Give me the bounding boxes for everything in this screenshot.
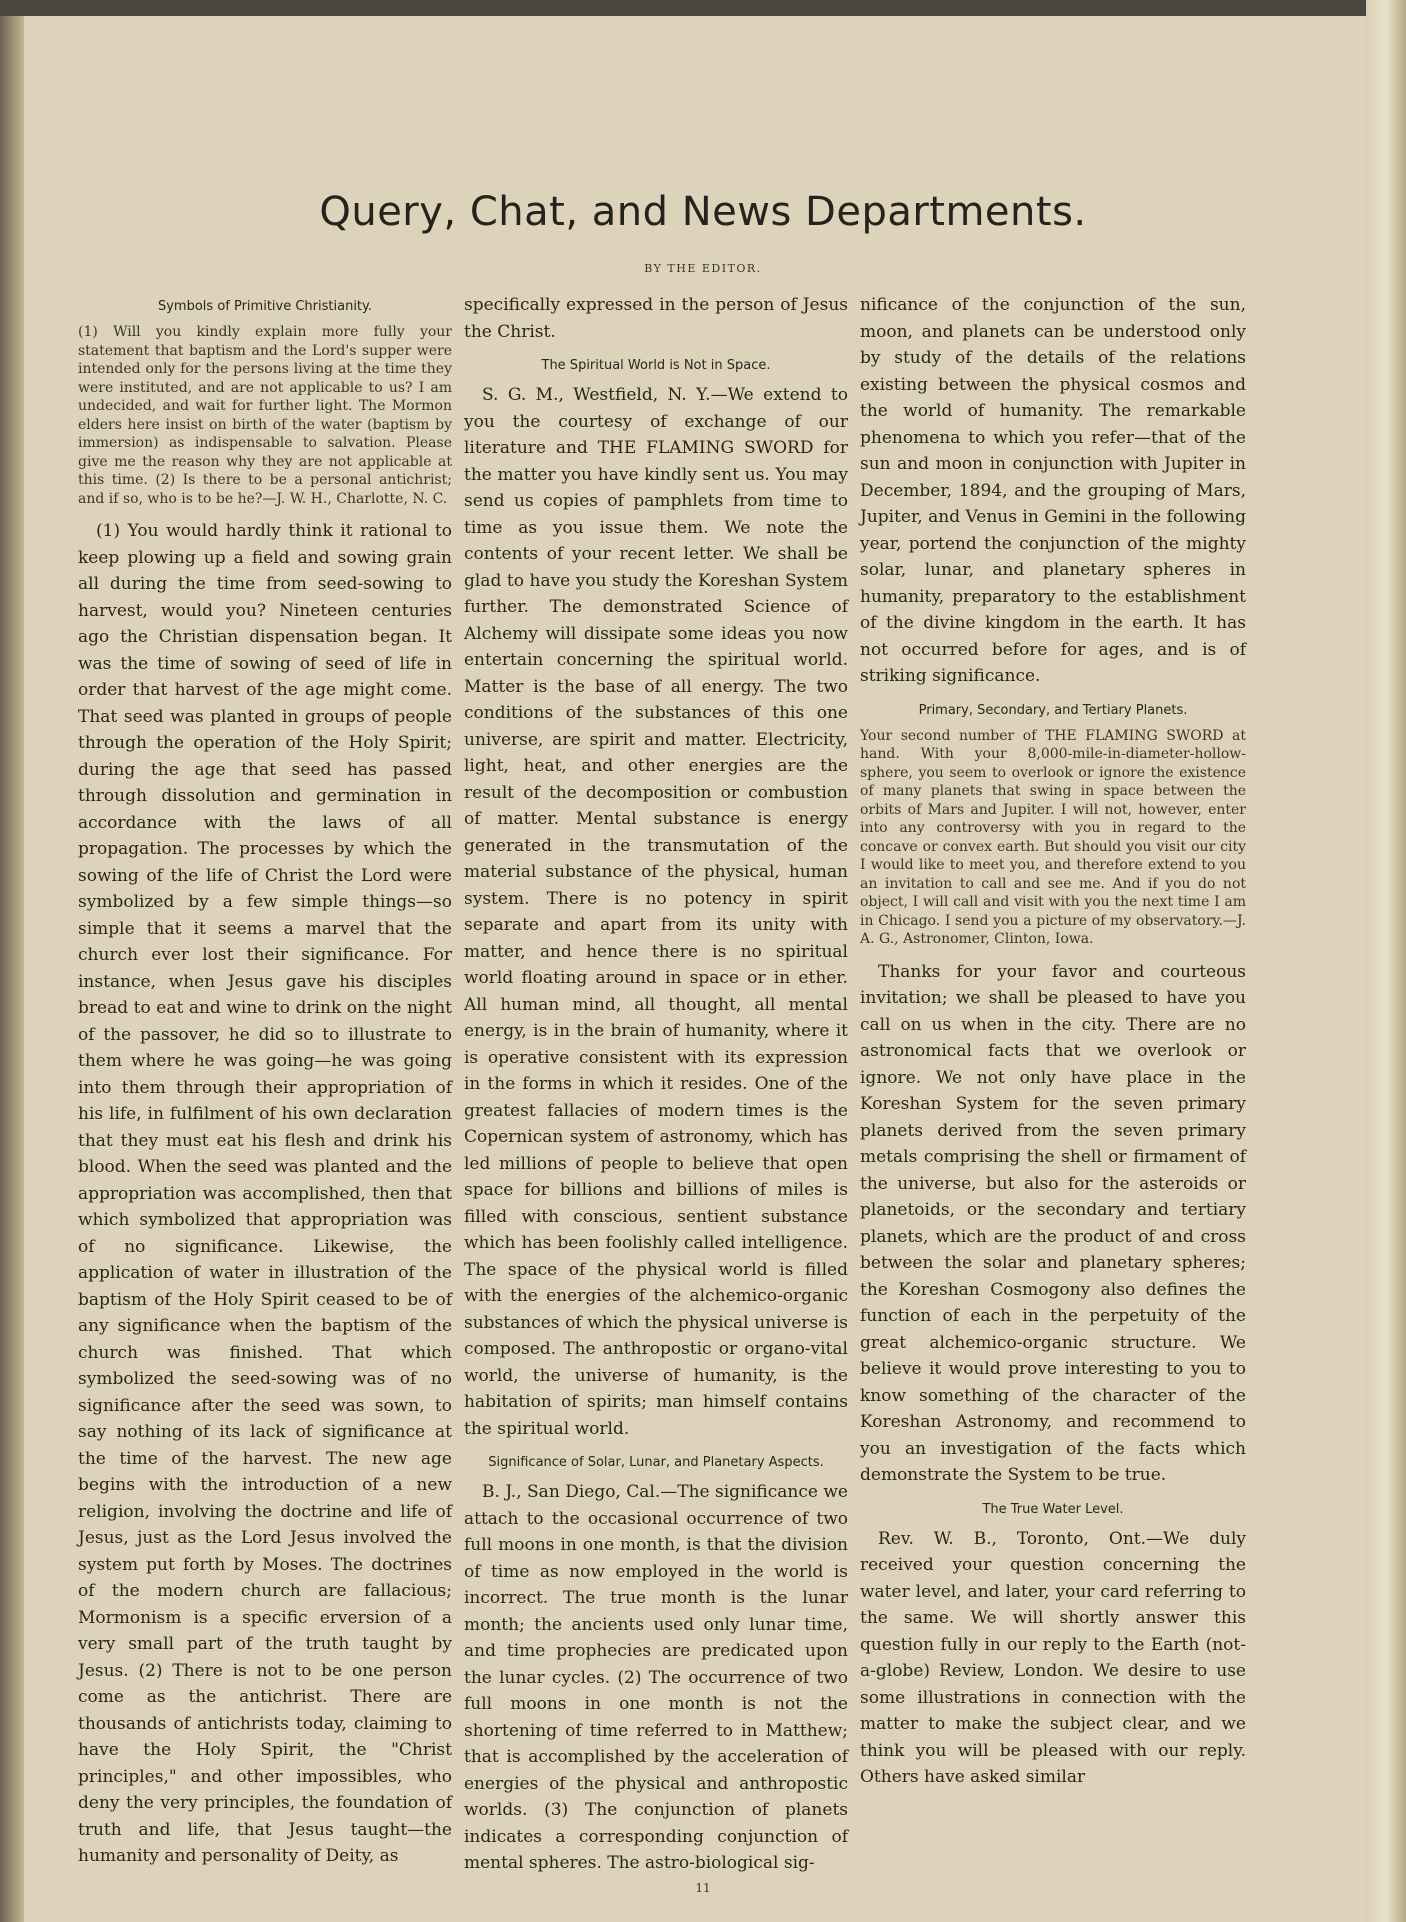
column-1 <box>78 292 452 1870</box>
binding-shadow <box>0 0 24 1922</box>
answer-water: Rev. W. B., Toronto, Ont.—We duly received your question concerning the water level, and later, your card referring to the same. We will shortly answer this question fully in our reply to the Earth (not-a-globe) Review, London. We desire to use some illustrations in connection with the matter to make the subject clear, and we think you will be pleased with our reply. Others have asked similar <box>860 1528 1246 1787</box>
answer-aspects: B. J., San Diego, Cal.—The significance we attach to the occasional occurrence of two full moons in one month, is that the division of time as now employed in the world is incorrect. The true month is the lunar month; the ancients used only lunar time, and time prophecies are predicated upon the lunar cycles. (2) The occurrence of two full moons in one month is not the shortening of time referred to in Matthew; that is accomplished by the acceleration of energies of the physical and anthropostic worlds. (3) The conjunction of planets indicates a corresponding conjunction of mental spheres. The astro-biological sig- <box>464 1482 848 1873</box>
section-heading-symbols: Symbols of Primitive Christianity. <box>157 299 372 314</box>
page-title: Query, Chat, and News Departments. <box>319 189 1087 235</box>
answer-planets: Thanks for your favor and courteous invitation; we shall be pleased to have you call on us when in the city. There are no astronomical facts that we overlook or ignore. We not only have place in the Koreshan System for the seven primary planets derived from the seven primary metals comprising the shell or firmament of the universe, but also for the asteroids or planetoids, or the secondary and tertiary planets, which are the product of and cross between the solar and planetary spheres; the Koreshan Cosmogony also defines the function of each in the perpetuity of the great alchemico-organic structure. We believe it would prove interesting to you to know something of the character of the Koreshan Astronomy, and recommend to you an investigation of the facts which demonstrate the System to be true. <box>860 961 1246 1485</box>
column-2 <box>464 292 848 1877</box>
query-planets: Your second number of THE FLAMING SWORD at hand. With your 8,000-mile-in-diameter-hollow-sphere, you seem to overlook or ignore the existence of many planets that swing in space between the orbits of Mars and Jupiter. I will not, however, enter into any controversy with you in regard to the concave or convex earth. But should you visit our city I would like to meet you, and therefore extend to you an invitation to call and see me. And if you do not object, I will call and visit with you the next time I am in Chicago. I send you a picture of my observatory.—J. A. G., Astronomer, Clinton, Iowa. <box>860 727 1246 947</box>
column-3 <box>860 292 1246 1791</box>
section-heading-spiritual: The Spiritual World is Not in Space. <box>541 358 771 373</box>
answer-symbols-continued: specifically expressed in the person of Jesus the Christ. <box>464 295 848 342</box>
byline: BY THE EDITOR. <box>644 262 762 275</box>
page-number: 11 <box>695 1881 711 1895</box>
page-edge <box>1366 0 1406 1922</box>
answer-spiritual: S. G. M., Westfield, N. Y.—We extend to you the courtesy of exchange of our literature and THE FLAMING SWORD for the matter you have kindly sent us. You may send us copies of pamphlets from time to time as you issue them. We note the contents of your recent letter. We shall be glad to have you study the Koreshan System further. The demonstrated Science of Alchemy will dissipate some ideas you now entertain concerning the spiritual world. Matter is the base of all energy. The two conditions of the substances of this one universe, are spirit and matter. Electricity, light, heat, and other energies are the result of the decomposition or combustion of matter. Mental substance is energy generated in the transmutation of the material substance of the physical, human system. There is no potency in spirit separate and apart from its unity with matter, and hence there is no spiritual world floating around in space or in ether. All human mind, all thought, all mental energy, is in the brain of humanity, where it is operative consistent with its expression in the forms in which it resides. One of the greatest fallacies of modern times is the Copernican system of astronomy, which has led millions of people to believe that open space for billions and billions of miles is filled with conscious, sentient substance which has been foolishly called intelligence. The space of the physical world is filled with the energies of the alchemico-organic substances of which the physical universe is composed. The anthropostic or organo-vital world, the universe of humanity, is the habitation of spirits; man himself contains the spiritual world. <box>464 385 848 1439</box>
query-symbols: (1) Will you kindly explain more fully your statement that baptism and the Lord's supper were intended only for the persons living at the time they were instituted, and are not applicable to us? I am undecided, and wait for further light. The Mormon elders here insist on birth of the water (baptism by immersion) as indispensable to salvation. Please give me the reason why they are not applicable at this time. (2) Is there to be a personal antichrist; and if so, who is to be he?—J. W. H., Charlotte, N. C. <box>78 324 452 507</box>
section-heading-aspects: Significance of Solar, Lunar, and Planetary Aspects. <box>488 1455 824 1470</box>
section-heading-planets: Primary, Secondary, and Tertiary Planets. <box>918 702 1188 718</box>
answer-aspects-continued: nificance of the conjunction of the sun, moon, and planets can be understood only by study of the details of the relations existing between the physical cosmos and the world of humanity. The remarkable phenomena to which you refer—that of the sun and moon in conjunction with Jupiter in December, 1894, and the grouping of Mars, Jupiter, and Venus in Gemini in the following year, portend the conjunction of the mighty solar, lunar, and planetary spheres in humanity, preparatory to the establishment of the divine kingdom in the earth. It has not occurred before for ages, and is of striking significance. <box>860 295 1246 686</box>
section-heading-water: The True Water Level. <box>982 1501 1124 1517</box>
scan-top-edge <box>0 0 1406 16</box>
answer-symbols: (1) You would hardly think it rational to keep plowing up a field and sowing grain all during the time from seed-sowing to harvest, would you? Nineteen centuries ago the Christian dispensation began. It was the time of sowing of seed of life in order that harvest of the age might come. That seed was planted in groups of people through the operation of the Holy Spirit; during the age that seed has passed through dissolution and germination in accordance with the laws of all propagation. The processes by which the sowing of the life of Christ the Lord were symbolized by a few simple things—so simple that it seems a marvel that the church ever lost their significance. For instance, when Jesus gave his disciples bread to eat and wine to drink on the night of the passover, he did so to illustrate to them where he was going—he was going into them through their appropriation of his life, in fulfilment of his own declaration that they must eat his flesh and drink his blood. When the seed was planted and the appropriation was accomplished, then that which symbolized that appropriation was of no significance. Likewise, the application of water in illustration of the baptism of the Holy Spirit ceased to be of any significance when the baptism of the church was finished. That which symbolized the seed-sowing was of no significance after the seed was sown, to say nothing of its lack of significance at the time of the harvest. The new age begins with the introduction of a new religion, involving the doctrine and life of Jesus, just as the Lord Jesus involved the system put forth by Moses. The doctrines of the modern church are fallacious; Mormonism is a specific erversion of a very small part of the truth taught by Jesus. (2) There is not to be one person come as the antichrist. There are thousands of antichrists today, claiming to have the Holy Spirit, the "Christ principles," and other impossibles, who deny the very principles, the foundation of truth and life, that Jesus taught—the humanity and personality of Deity, as <box>78 521 452 1866</box>
